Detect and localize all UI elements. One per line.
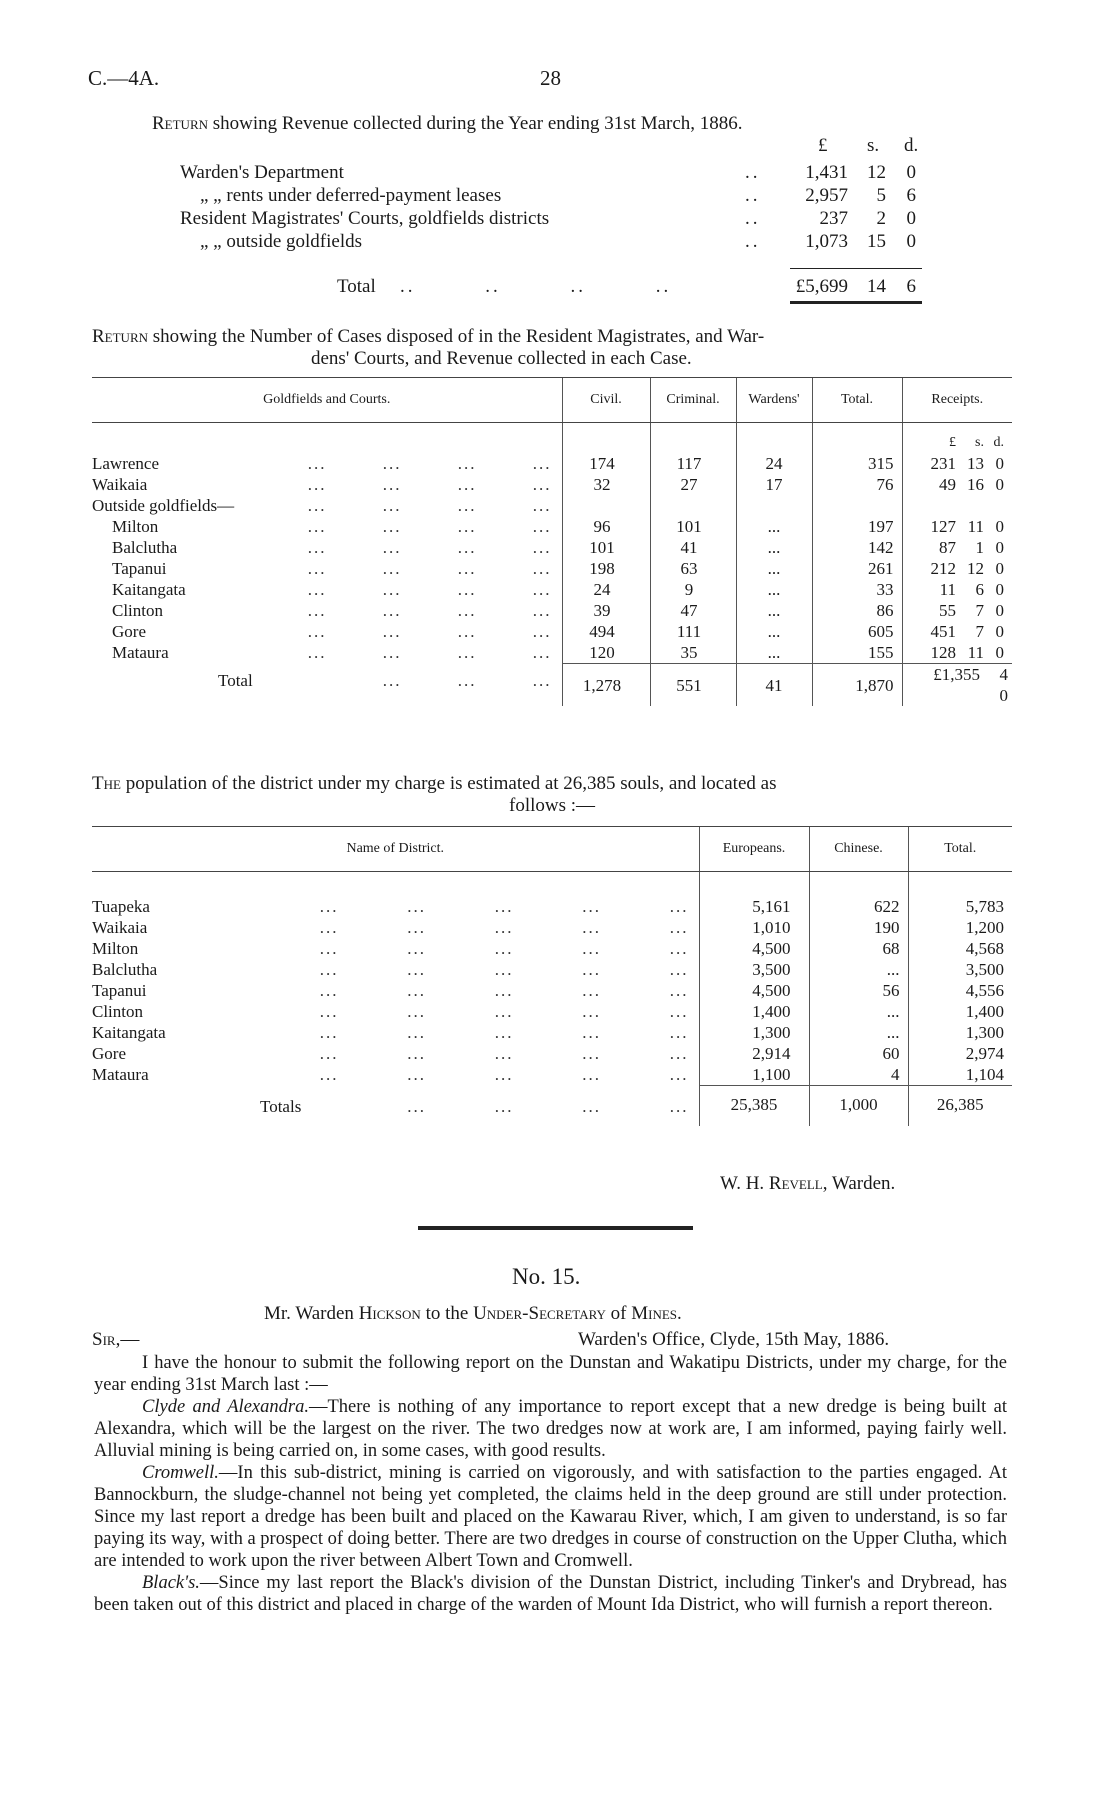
court-name: Lawrence [92,454,160,473]
cases-total-cell: 155 [812,642,902,664]
cases-criminal-cell: 117 [650,453,736,474]
cases-receipts-cell [902,516,1012,537]
cases-wardens-cell: ... [736,537,812,558]
receipts-pence: 0 [995,475,1004,494]
district-name-cell [92,959,699,980]
population-chinese-cell: 68 [809,938,908,959]
leader-dots: ... ... ... ... [407,1096,689,1116]
report-number: No. 15. [512,1264,581,1289]
population-europeans-cell: 1,010 [699,917,809,938]
cases-table [92,377,1012,706]
revenue-row-pounds: 1,431 [805,162,848,183]
population-row [92,1064,1012,1086]
revenue-row-shillings: 5 [876,185,886,206]
population-europeans-cell: 25,385 [699,1086,809,1126]
revenue-row [0,185,1114,207]
cases-total-cell: 261 [812,558,902,579]
receipts-pounds: 87 [939,538,956,557]
cases-row-name-cell [92,600,562,621]
district-name: Gore [92,1044,126,1063]
cases-row [92,600,1012,621]
cases-receipts-cell [902,664,1012,707]
leader-dots: ... ... ... ... ... [319,1044,689,1063]
district-name: Mataura [92,1065,149,1084]
report-reference: C.—4A. [88,66,160,90]
revenue-row [0,231,1114,253]
cases-row [92,495,1012,516]
court-name: Milton [112,517,159,536]
population-row [92,938,1012,959]
revenue-row-pounds: 1,073 [805,231,848,252]
cases-criminal-cell [650,495,736,516]
court-name: Clinton [112,601,164,620]
receipts-pounds: 49 [939,475,956,494]
cases-criminal-cell: 35 [650,642,736,664]
population-total-row [92,1086,1012,1126]
population-table [92,826,1012,1126]
leader-dots: ... ... ... ... [307,622,552,641]
district-name-cell [92,896,699,917]
cases-wardens-cell: 17 [736,474,812,495]
population-total-cell: 5,783 [908,896,1012,917]
revenue-sum-rule [790,268,922,269]
district-name-cell [92,1064,699,1086]
population-intro-line2: follows :— [509,795,596,816]
population-total-cell: 1,200 [908,917,1012,938]
revenue-total-pence: 6 [906,276,916,297]
leader-dots: ... ... ... [382,670,552,690]
court-name: Total [218,670,253,690]
revenue-shilling-header: s. [867,135,880,156]
cases-receipts-cell [902,600,1012,621]
receipts-pence: 0 [995,559,1004,578]
district-name: Clinton [92,1002,144,1021]
receipts-pounds: 11 [939,580,956,599]
leader-dots: ... ... ... ... [307,643,552,662]
revenue-row [0,208,1114,230]
district-name: Kaitangata [92,1023,166,1042]
cases-row-name-cell [92,474,562,495]
receipts-shillings: 6 [975,580,984,599]
receipts-shillings: 7 [975,601,984,620]
leader-dots: ... ... ... ... ... [319,1002,689,1021]
court-name: Outside goldfields— [92,496,235,515]
cases-row [92,558,1012,579]
cases-wardens-cell: ... [736,600,812,621]
cases-row [92,453,1012,474]
col-total: Total. [812,378,902,423]
col-chinese: Chinese. [809,827,908,872]
cases-row [92,642,1012,664]
revenue-row-pence: 0 [906,208,916,229]
cases-civil-cell: 101 [562,537,650,558]
revenue-return-title: Return showing Revenue collected during the Year ending 31st March, 1886. [152,113,743,134]
section-blacks: Black's.—Since my last report the Black's division of the Dunstan District, including Tinker's and Drybread, has been taken out of this district and placed in charge of the warden of Mount Ida District, who will furnish a report thereon. [94,1573,1007,1615]
cases-total-cell: 315 [812,453,902,474]
cases-civil-cell: 24 [562,579,650,600]
population-total-cell: 4,556 [908,980,1012,1001]
revenue-pound-header: £ [818,135,828,156]
court-name: Mataura [112,643,169,662]
population-chinese-cell: 60 [809,1043,908,1064]
cases-receipts-cell [902,537,1012,558]
population-chinese-cell: 56 [809,980,908,1001]
receipts-pence: 0 [999,686,1008,705]
cases-row [92,474,1012,495]
leader-dots: ... ... ... ... ... [319,1023,689,1042]
district-name-cell [92,1086,699,1126]
population-chinese-cell: 622 [809,896,908,917]
cases-receipts-cell [902,495,1012,516]
revenue-row-leader: .. [745,162,761,183]
population-europeans-cell: 3,500 [699,959,809,980]
receipts-pounds: 128 [930,643,956,662]
receipts-pounds: 451 [930,622,956,641]
cases-total-cell: 86 [812,600,902,621]
population-chinese-cell: ... [809,1001,908,1022]
court-name: Tapanui [112,559,167,578]
col-receipts: Receipts. [902,378,1012,423]
cases-row-name-cell [92,453,562,474]
cases-civil-cell: 96 [562,516,650,537]
revenue-row-shillings: 2 [876,208,886,229]
cases-wardens-cell: 41 [736,664,812,707]
revenue-row-label: Warden's Department [180,162,344,183]
receipts-pence: 0 [995,454,1004,473]
cases-wardens-cell: ... [736,558,812,579]
col-civil: Civil. [562,378,650,423]
population-total-cell: 1,300 [908,1022,1012,1043]
revenue-row-shillings: 15 [867,231,886,252]
population-chinese-cell: 190 [809,917,908,938]
revenue-double-rule [790,301,922,304]
leader-dots: ... ... ... ... [307,559,552,578]
cases-receipts-cell [902,558,1012,579]
receipts-pounds: £1,355 [933,665,980,684]
population-total-cell: 26,385 [908,1086,1012,1126]
cases-wardens-cell: 24 [736,453,812,474]
revenue-row-leader: .. [745,185,761,206]
receipts-shillings: 13 [967,454,984,473]
population-row [92,917,1012,938]
cases-wardens-cell [736,495,812,516]
receipts-pence: 0 [995,622,1004,641]
revenue-total-leader: .. .. .. .. [400,276,672,297]
cases-wardens-cell: ... [736,642,812,664]
leader-dots: ... ... ... ... [307,517,552,536]
cases-row-name-cell [92,495,562,516]
cases-row [92,516,1012,537]
population-chinese-cell: 1,000 [809,1086,908,1126]
col-criminal: Criminal. [650,378,736,423]
cases-civil-cell [562,495,650,516]
court-name: Balclutha [112,538,178,557]
population-total-cell: 4,568 [908,938,1012,959]
cases-receipts-cell [902,642,1012,664]
receipts-pounds: 127 [930,517,956,536]
leader-dots: ... ... ... ... [307,454,552,473]
leader-dots: ... ... ... ... ... [319,1065,689,1084]
population-europeans-cell: 2,914 [699,1043,809,1064]
dateline: Warden's Office, Clyde, 15th May, 1886. [578,1329,890,1350]
revenue-row-label: Resident Magistrates' Courts, goldfields districts [180,208,550,229]
population-row [92,1001,1012,1022]
cases-total-cell [812,495,902,516]
cases-total-cell: 605 [812,621,902,642]
receipts-pounds: 231 [930,454,956,473]
cases-criminal-cell: 111 [650,621,736,642]
population-row [92,1022,1012,1043]
cases-wardens-cell: ... [736,579,812,600]
cases-total-cell: 1,870 [812,664,902,707]
population-europeans-cell: 4,500 [699,938,809,959]
leader-dots: ... ... ... ... ... [319,897,689,916]
section-divider [418,1226,693,1230]
revenue-row-label: „ „ rents under deferred-payment leases [200,185,502,206]
receipts-shillings: 7 [975,622,984,641]
leader-dots: ... ... ... ... [307,475,552,494]
col-goldfields-courts: Goldfields and Courts. [92,378,562,423]
cases-row-name-cell [92,642,562,664]
receipts-pence: 0 [995,580,1004,599]
population-total-cell: 2,974 [908,1043,1012,1064]
cases-total-cell: 197 [812,516,902,537]
cases-row-name-cell [92,558,562,579]
leader-dots: ... ... ... ... ... [319,939,689,958]
revenue-total-pounds: £5,699 [795,276,848,297]
cases-criminal-cell: 9 [650,579,736,600]
revenue-total-label: Total [337,276,376,297]
court-name: Kaitangata [112,580,186,599]
cases-row-name-cell [92,579,562,600]
report-body [94,1352,1007,1616]
district-name-cell [92,1043,699,1064]
population-total-cell: 3,500 [908,959,1012,980]
revenue-row-leader: .. [745,231,761,252]
receipts-pence: 0 [995,517,1004,536]
district-name-cell [92,938,699,959]
population-europeans-cell: 4,500 [699,980,809,1001]
population-row [92,1043,1012,1064]
cases-row-name-cell [92,621,562,642]
cases-row [92,537,1012,558]
col-wardens: Wardens' [736,378,812,423]
district-name-cell [92,1022,699,1043]
receipts-currency-row [92,423,1012,454]
revenue-row-pence: 0 [906,231,916,252]
court-name: Waikaia [92,475,148,494]
cases-civil-cell: 198 [562,558,650,579]
population-chinese-cell: 4 [809,1064,908,1086]
cases-criminal-cell: 27 [650,474,736,495]
cases-row-name-cell [92,537,562,558]
cases-total-cell: 76 [812,474,902,495]
population-europeans-cell: 1,300 [699,1022,809,1043]
cases-criminal-cell: 101 [650,516,736,537]
cases-civil-cell: 174 [562,453,650,474]
district-name: Balclutha [92,960,158,979]
cases-criminal-cell: 47 [650,600,736,621]
page-number: 28 [540,66,561,90]
district-name: Tapanui [92,981,147,1000]
leader-dots: ... ... ... ... ... [319,981,689,1000]
cases-civil-cell: 120 [562,642,650,664]
district-name-cell [92,980,699,1001]
cases-civil-cell: 1,278 [562,664,650,707]
cases-receipts-cell [902,453,1012,474]
cases-wardens-cell: ... [736,621,812,642]
cases-return-title: Return showing the Number of Cases disposed of in the Resident Magistrates, and War- [92,326,765,347]
cases-row-name-cell [92,516,562,537]
revenue-row-pence: 6 [906,185,916,206]
revenue-row-leader: .. [745,208,761,229]
cases-criminal-cell: 41 [650,537,736,558]
population-total-cell: 1,400 [908,1001,1012,1022]
section-cromwell: Cromwell.—In this sub-district, mining is carried on vigorously, and with satisfaction to the parties engaged. At Bannockburn, the sludge-channel not being yet completed, the claims held in the deep ground are still under protection. Since my last report a dredge has been built and placed on the Kawarau River, which, I am given to understand, is so far paying its way, with a prospect of doing better. There are two dredges in course of construction on the Upper Clutha, which are intended to work upon the river between Albert Town and Cromwell. [94,1463,1007,1571]
receipts-currency-header: £ s. d. [902,423,1012,454]
population-total-cell: 1,104 [908,1064,1012,1086]
cases-total-cell: 33 [812,579,902,600]
receipts-pence: 0 [995,643,1004,662]
report-intro: I have the honour to submit the following report on the Dunstan and Wakatipu Districts, under my charge, for the year ending 31st March last :— [94,1353,1007,1395]
population-row [92,980,1012,1001]
population-intro: The population of the district under my charge is estimated at 26,385 souls, and located as [92,773,777,794]
district-name: Totals [260,1096,302,1116]
revenue-total-shillings: 14 [867,276,886,297]
cases-return-title-line2: dens' Courts, and Revenue collected in each Case. [311,348,692,369]
cases-receipts-cell [902,621,1012,642]
receipts-pence: 0 [995,538,1004,557]
revenue-row [0,162,1114,184]
population-chinese-cell: ... [809,959,908,980]
revenue-pence-header: d. [904,135,919,156]
court-name: Gore [112,622,146,641]
receipts-shillings: 16 [967,475,984,494]
cases-civil-cell: 32 [562,474,650,495]
district-name: Tuapeka [92,897,150,916]
population-europeans-cell: 1,400 [699,1001,809,1022]
cases-wardens-cell: ... [736,516,812,537]
cases-total-row [92,664,1012,707]
cases-criminal-cell: 551 [650,664,736,707]
warden-signature: W. H. Revell, Warden. [720,1173,896,1194]
district-name: Waikaia [92,918,148,937]
salutation: Sir,— [92,1329,140,1350]
section-clyde-alexandra: Clyde and Alexandra.—There is nothing of any importance to report except that a new dredge is being built at Alexandra, which will be the largest on the river. The two dredges now at work are, I am informed, paying fairly well. Alluvial mining is being carried on, in some cases, with good results. [94,1397,1007,1461]
revenue-row-shillings: 12 [867,162,886,183]
receipts-pounds: 55 [939,601,956,620]
district-name: Milton [92,939,139,958]
receipts-shillings: 1 [975,538,984,557]
leader-dots: ... ... ... ... ... [319,918,689,937]
cases-row [92,579,1012,600]
population-europeans-cell: 5,161 [699,896,809,917]
district-name-cell [92,1001,699,1022]
col-pop-total: Total. [908,827,1012,872]
population-europeans-cell: 1,100 [699,1064,809,1086]
cases-civil-cell: 494 [562,621,650,642]
revenue-row-pence: 0 [906,162,916,183]
receipts-shillings: 11 [967,643,984,662]
revenue-row-pounds: 237 [819,208,848,229]
population-row [92,959,1012,980]
cases-row [92,621,1012,642]
receipts-shillings: 4 [999,665,1008,684]
leader-dots: ... ... ... ... [307,580,552,599]
receipts-shillings: 11 [967,517,984,536]
cases-criminal-cell: 63 [650,558,736,579]
cases-civil-cell: 39 [562,600,650,621]
revenue-row-label: „ „ outside goldfields [200,231,362,252]
col-district-name: Name of District. [92,827,699,872]
receipts-pence: 0 [995,601,1004,620]
population-row [92,896,1012,917]
receipts-shillings: 12 [967,559,984,578]
cases-receipts-cell [902,579,1012,600]
leader-dots: ... ... ... ... [307,601,552,620]
leader-dots: ... ... ... ... ... [319,960,689,979]
cases-total-cell: 142 [812,537,902,558]
col-europeans: Europeans. [699,827,809,872]
leader-dots: ... ... ... ... [307,538,552,557]
receipts-pounds: 212 [930,559,956,578]
population-chinese-cell: ... [809,1022,908,1043]
revenue-row-pounds: 2,957 [805,185,848,206]
report-heading: Mr. Warden Hickson to the Under-Secretary of Mines. [264,1303,682,1324]
district-name-cell [92,917,699,938]
cases-receipts-cell [902,474,1012,495]
cases-row-name-cell [92,664,562,707]
leader-dots: ... ... ... ... [307,496,552,515]
